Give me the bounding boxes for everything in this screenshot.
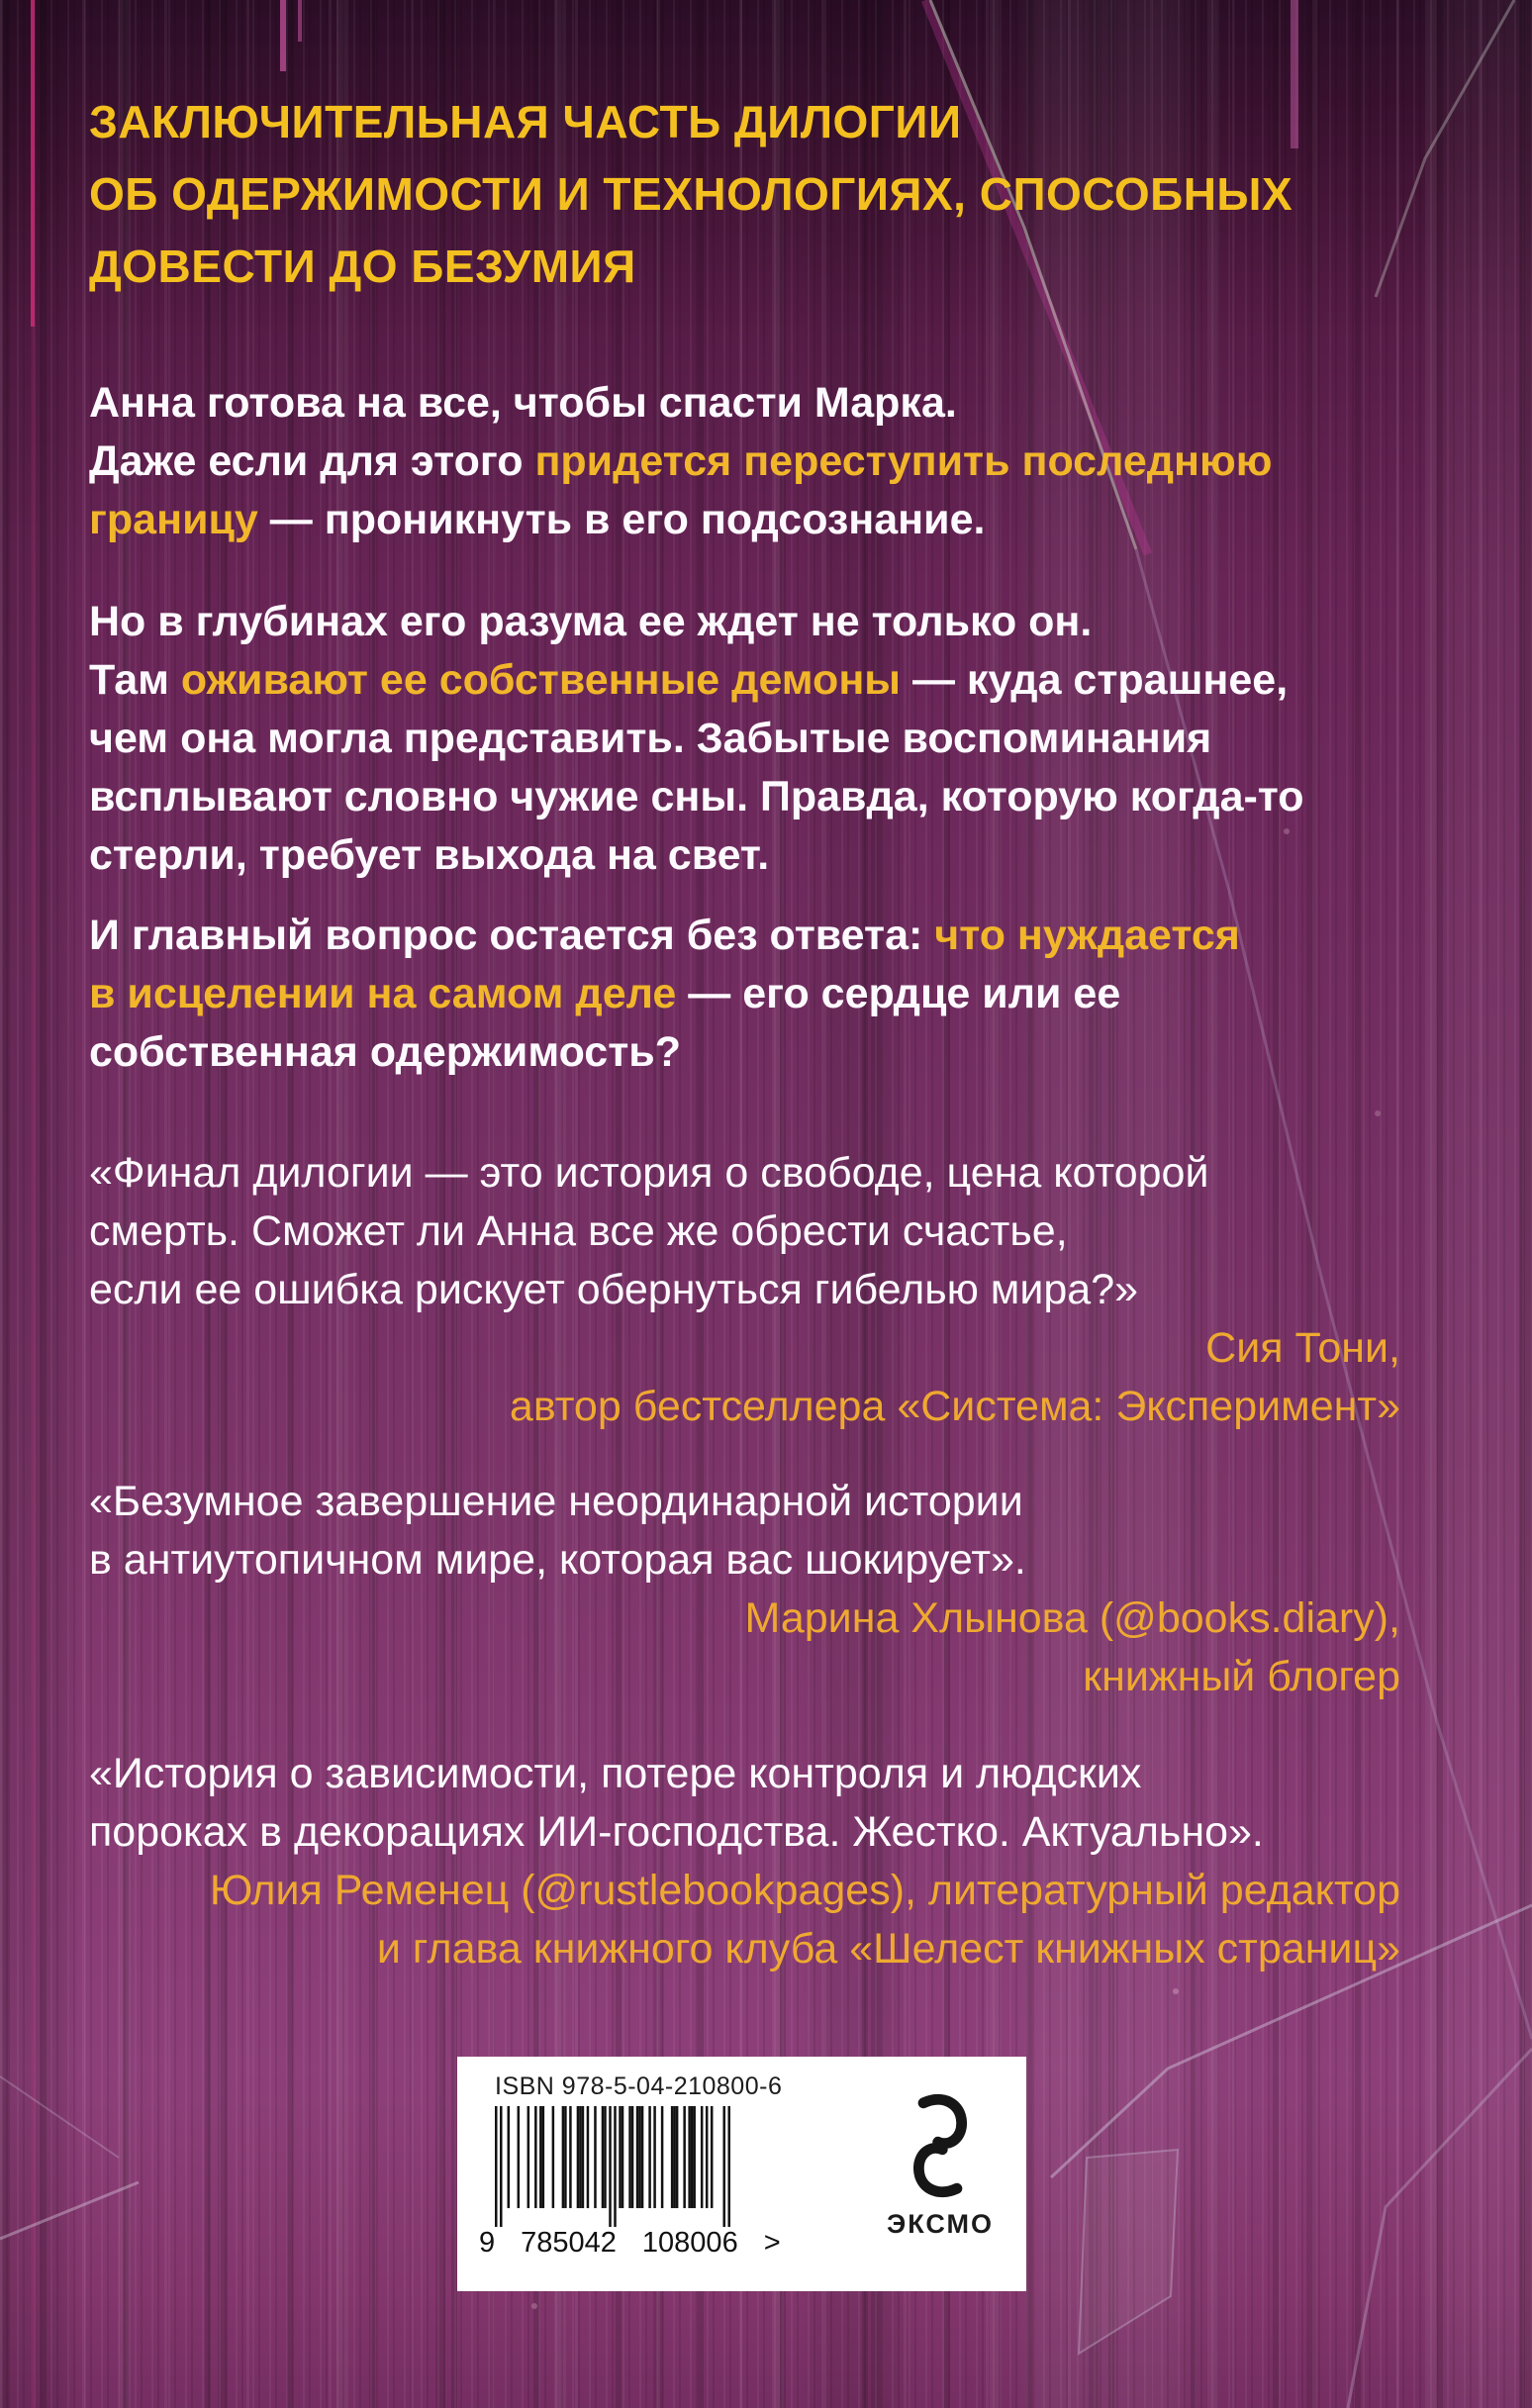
barcode-digit-lead: 9	[479, 2227, 496, 2259]
eksmo-logo-icon	[899, 2092, 982, 2199]
blurb-paragraph-2: Но в глубинах его разума ее ждет не только он. Там оживают ее собственные демоны — куда страшнее, чем она могла представить. Забытые воспоминания всплывают словно чужие сны. Правда, которую когда-то стерли, требует выхода на свет.	[89, 598, 1304, 879]
back-cover-content	[89, 0, 1400, 2291]
review-quote-text: «Финал дилогии — это история о свободе, цена которой смерть. Сможет ли Анна все же обрести счастье, если ее ошибка рискует обернуться гибелью мира?»	[89, 1149, 1209, 1313]
publisher-block	[871, 2092, 1009, 2240]
review-attribution: Сия Тони, автор бестселлера «Система: Эксперимент»	[509, 1324, 1400, 1430]
review-quote-text: «История о зависимости, потере контроля и людских пороках в декорациях ИИ-господства. Жестко. Актуально».	[89, 1750, 1264, 1856]
review-attribution: Марина Хлынова (@books.diary), книжный блогер	[744, 1594, 1400, 1700]
review-quote-text: «Безумное завершение неординарной истории в антиутопичном мире, которая вас шокирует».	[89, 1478, 1026, 1584]
isbn-label: ISBN 978-5-04-210800-6	[495, 2072, 783, 2100]
barcode-digit-group: 108006	[641, 2227, 738, 2259]
review-quote-2	[89, 1473, 1400, 1706]
barcode-digits	[479, 2227, 781, 2260]
barcode-panel	[457, 2057, 1026, 2291]
review-quote-1	[89, 1144, 1400, 1436]
barcode-digit-group: 785042	[521, 2227, 617, 2259]
publisher-name: ЭКСМО	[887, 2209, 994, 2239]
barcode-block	[479, 2072, 783, 2260]
review-attribution: Юлия Ременец (@rustlebookpages), литературный редактор и глава книжного клуба «Шелест книжных страниц»	[209, 1867, 1400, 1973]
ean13-barcode	[495, 2106, 730, 2227]
tagline: ЗАКЛЮЧИТЕЛЬНАЯ ЧАСТЬ ДИЛОГИИ ОБ ОДЕРЖИМОСТИ И ТЕХНОЛОГИЯХ, СПОСОБНЫХ ДОВЕСТИ ДО БЕЗУМИЯ	[89, 96, 1293, 292]
blurb-paragraph-3: И главный вопрос остается без ответа: что нуждается в исцелении на самом деле — его сердце или ее собственная одержимость?	[89, 912, 1240, 1076]
barcode-quiet-zone-mark: >	[763, 2227, 781, 2259]
blurb-paragraph-1: Анна готова на все, чтобы спасти Марка. Даже если для этого придется переступить последнюю границу — проникнуть в его подсознание.	[89, 379, 1273, 543]
review-quote-3	[89, 1745, 1400, 1978]
